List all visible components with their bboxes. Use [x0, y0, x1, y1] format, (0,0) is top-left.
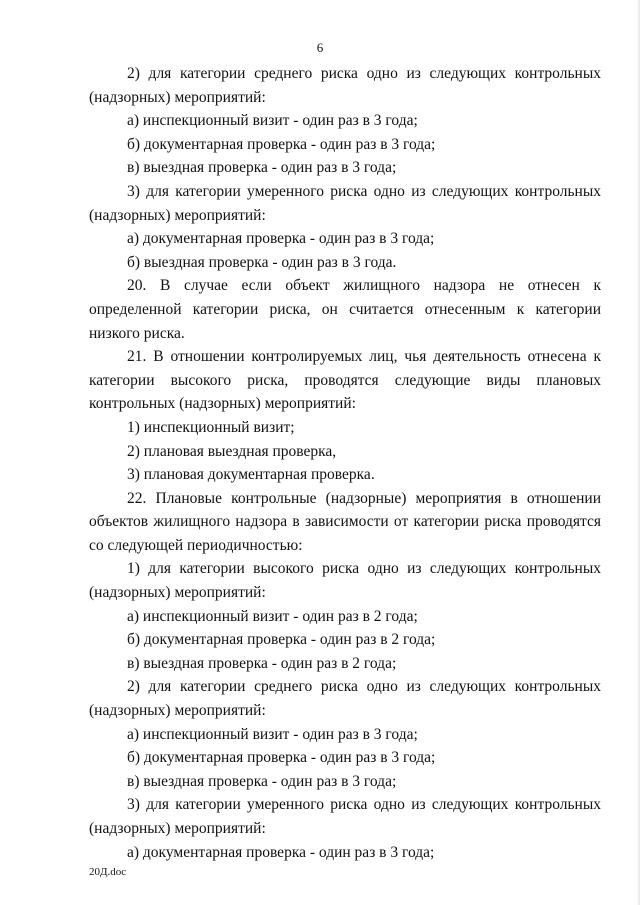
paragraph-clause-20: 20. В случае если объект жилищного надзора не отнесен к определенной категории риска, он считается отнесенным к категории низкого риска. [89, 277, 601, 342]
paragraph-clause-21-item-1: 1) инспекционный визит; [127, 418, 295, 436]
paragraph-high-risk-item-b: б) документарная проверка - один раз в 2 года; [127, 631, 436, 649]
document-body [89, 62, 601, 864]
paragraph-moderate-risk-intro: 3) для категории умеренного риска одно из следующих контрольных (надзорных) мероприятий: [89, 182, 601, 224]
paragraph-medium-risk-intro: 2) для категории среднего риска одно из следующих контрольных (надзорных) мероприятий: [89, 65, 601, 106]
paragraph-medium-risk-item-b-2: б) документарная проверка - один раз в 3 года; [127, 749, 436, 767]
paragraph-medium-risk-item-c-2: в) выездная проверка - один раз в 3 года; [127, 772, 397, 790]
paragraph-medium-risk-intro-2: 2) для категории среднего риска одно из следующих контрольных (надзорных) мероприятий: [89, 678, 601, 720]
paragraph-high-risk-item-a: а) инспекционный визит - один раз в 2 года; [127, 607, 418, 625]
paragraph-moderate-risk-item-b: б) выездная проверка - один раз в 3 года. [127, 253, 397, 271]
paragraph-clause-22: 22. Плановые контрольные (надзорные) мероприятия в отношении объектов жилищного надзора в зависимости от категории риска проводятся со следующей периодичностью: [89, 489, 601, 554]
paragraph-moderate-risk-item-a-2: а) документарная проверка - один раз в 3 года; [127, 843, 435, 861]
footer-filename: 20Д.doc [89, 866, 127, 878]
paragraph-high-risk-intro: 1) для категории высокого риска одно из следующих контрольных (надзорных) мероприятий: [89, 560, 601, 602]
paragraph-medium-risk-item-a: а) инспекционный визит - один раз в 3 года; [127, 112, 418, 130]
paragraph-medium-risk-item-b: б) документарная проверка - один раз в 3 года; [127, 135, 436, 153]
page-number: 6 [316, 40, 324, 55]
paragraph-medium-risk-item-c: в) выездная проверка - один раз в 3 года; [127, 159, 397, 177]
paragraph-clause-21: 21. В отношении контролируемых лиц, чья деятельность отнесена к категории высокого риска, проводятся следующие виды плановых контрольных (надзорных) мероприятий: [89, 348, 601, 413]
paragraph-clause-21-item-2: 2) плановая выездная проверка, [127, 442, 337, 460]
paragraph-medium-risk-item-a-2: а) инспекционный визит - один раз в 3 года; [127, 725, 418, 743]
paragraph-moderate-risk-intro-2: 3) для категории умеренного риска одно из следующих контрольных (надзорных) мероприятий: [89, 796, 601, 837]
paragraph-high-risk-item-c: в) выездная проверка - один раз в 2 года; [127, 654, 397, 672]
paragraph-moderate-risk-item-a: а) документарная проверка - один раз в 3 года; [127, 230, 435, 248]
paragraph-clause-21-item-3: 3) плановая документарная проверка. [127, 466, 375, 484]
